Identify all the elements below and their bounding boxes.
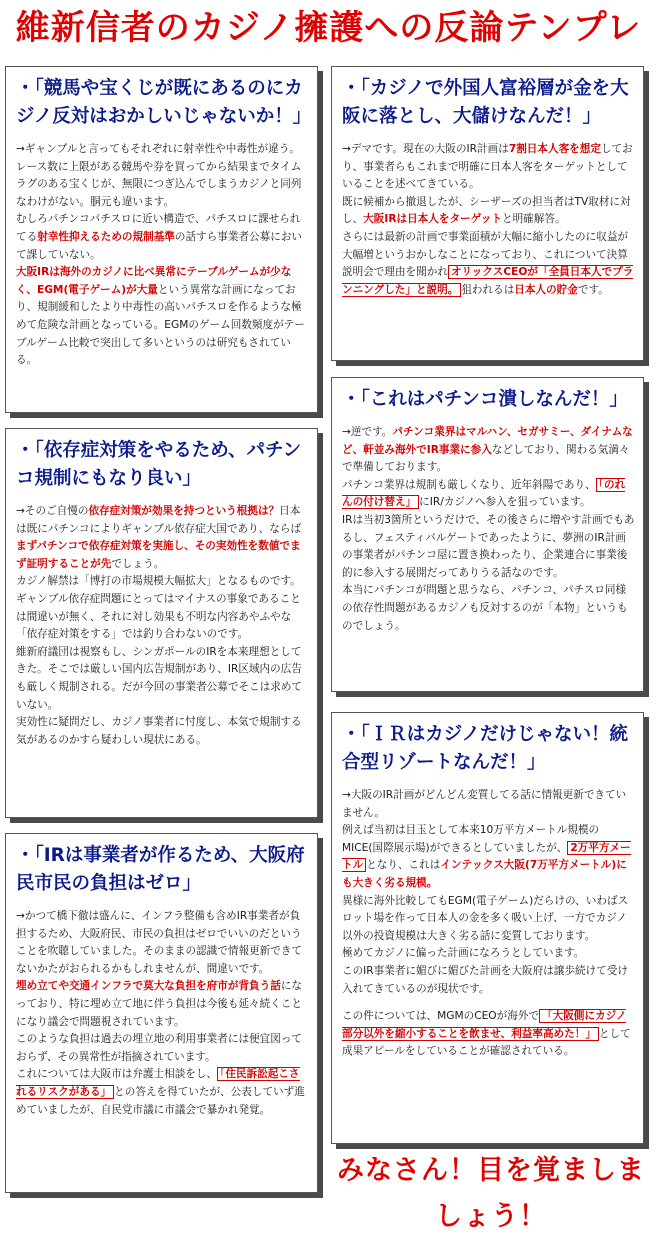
paragraph: →大阪のIR計画がどんどん変質してる話に情報更新できていません。 <box>342 789 627 819</box>
paragraph: さらには最新の計画で事業面積が大幅に縮小したのに収益が大幅増というおかしなことになっており、これについて決算説明会で理由を聞かれ オリックスCEOが「全員日本人でプランニングした」と説明。 狙われるは日本人の貯金です。 <box>342 230 634 296</box>
highlight: 大阪IRは日本人をターゲット <box>363 213 502 226</box>
paragraph: →デマです。現在の大阪のIR計画は7割日本人客を想定しており、事業者らもこれまで明確に日本人客をターゲットとしていることを述べてきている。 <box>342 143 633 191</box>
highlight: まずパチンコで依存症対策を実施し、その実効性を数値でまず証明することが先 <box>16 540 301 570</box>
highlight: 埋め立てや交通インフラで莫大な負担を府市が背負う話 <box>16 980 281 993</box>
paragraph: →逆です。パチンコ業界はマルハン、セガサミー、ダイナムなど、軒並み海外でIR事業に参入などしており、関わる気満々で準備しております。 <box>342 426 633 474</box>
paragraph: 既に候補から撤退したが、シーザーズの担当者はTV取材に対し、大阪IRは日本人をターゲットと明確解答。 <box>342 195 631 226</box>
rebuttal-box-foreign-tourists <box>331 66 644 361</box>
rebuttal-box-gambling-comparison <box>5 66 318 413</box>
box-heading: ・「依存症対策をやるため、パチンコ規制にもなり良い」 <box>16 440 302 489</box>
paragraph: カジノ解禁は「博打の市場規模大幅拡大」となるものです。ギャンブル依存症問題にとってはマイナスの事象であることは間違いが無く、それに対し効果も不明な内容あやふやな「依存症対策をする」では釣り合わないのです。 <box>16 575 301 641</box>
paragraph: このような負担は過去の埋立地の利用事業者には便宜図っておらず、その異常性が指摘されています。 <box>16 1033 303 1063</box>
closing-message: みなさん！目を覚ましましょう！ <box>337 1155 645 1232</box>
highlight-boxed: 2万平方メートル <box>342 841 631 872</box>
paragraph: 実効性に疑問だし、カジノ事業者に忖度し、本気で規制する気があるのかすら疑わしい現状にある。 <box>16 716 302 746</box>
highlight: 依存症対策が効果を持つという根拠は？ <box>88 505 280 517</box>
highlight: 7割日本人客を想定 <box>508 143 601 155</box>
paragraph: 例えば当初は目玉として本来10万平方メートル規模のMICE(国際展示場)ができるとしていましたが、 2万平方メートル となり、これはインテックス大阪(7万平方メートル)にも大きく劣る規模。 <box>342 824 631 889</box>
paragraph: パチンコ業界は規制も厳しくなり、近年斜陽であり、 「のれんの付け替え」 にIR/カジノへ参入を狙っています。 <box>342 478 626 509</box>
rebuttal-box-public-burden <box>5 833 318 1193</box>
paragraph: このIR事業者に媚びに媚びた計画を大阪府は譲歩続けて受け入れてきているのが現状です。 <box>342 964 628 995</box>
paragraph: →そのご自慢の依存症対策が効果を持つという根拠は？日本は既にパチンコによりギャンブル依存症大国であり、ならばまずパチンコで依存症対策を実施し、その実効性を数値でまず証明することが先でしょう。 <box>16 505 302 570</box>
paragraph: 本当にパチンコが問題と思うなら、パチンコ、パチスロ同様の依存性問題があるカジノも反対するのが「本物」というものでしょう。 <box>342 584 628 632</box>
box-heading: ・「ＩＲはカジノだけじゃない！統合型リゾートなんだ！」 <box>342 724 629 773</box>
rebuttal-box-addiction <box>5 428 318 818</box>
highlight-boxed: 「住民訴訟起こされるリスクがある」 <box>16 1068 300 1098</box>
highlight: 射幸性抑えるための規制基準 <box>37 230 175 243</box>
rebuttal-box-pachinko <box>331 377 644 692</box>
paragraph: IRは当初3箇所というだけで、その後さらに増やす計画でもあるし、フェスティバルゲートであったように、夢洲のIR計画の事業者がパチンコ屋に置き換わったり、企業連合に事業後的に参入する展開だってありうる話なのです。 <box>342 513 635 579</box>
box-heading: ・「競馬や宝くじが既にあるのにカジノ反対はおかしいじゃないか！」 <box>16 78 312 127</box>
highlight: 日本人の貯金 <box>514 283 578 296</box>
highlight-boxed: オリックスCEOが「全員日本人でプランニングした」と説明。 <box>342 266 634 296</box>
rebuttal-box-integrated-resort <box>331 712 644 1144</box>
highlight: パチンコ業界はマルハン、セガサミー、ダイナムなど、軒並み海外でIR事業に参入 <box>342 426 633 456</box>
highlight: 大阪IRは海外のカジノに比べ異常にテーブルゲームが少なく、EGM(電子ゲーム)が大量 <box>16 266 292 296</box>
box-heading: ・「これはパチンコ潰しなんだ！」 <box>342 389 628 410</box>
paragraph: →かつて橋下徹は盛んに、インフラ整備も含めIR事業者が負担するため、大阪府民、市民の負担はゼロでいいのだということを吹聴していました。そのままの認識で情報更新できてないかたがおられるかもしれませんが、間違いです。 <box>16 910 303 975</box>
paragraph: 異様に海外比較してもEGM(電子ゲーム)だらけの、いわばスロット場を作って日本人の金を多く吸い上げ、一方でカジノ以外の投資規模は大きく劣る話に変質しております。 <box>342 894 629 942</box>
page-title: 維新信者のカジノ擁護への反論テンプレ <box>15 8 642 48</box>
paragraph: この件については、MGMのCEOが海外で 「大阪側にカジノ部分以外を縮小することを飲ませ、利益率高めた！」 として成果アピールをしていることが確認されている。 <box>342 1010 631 1058</box>
paragraph: 極めてカジノに偏った計画になろうとしています。 <box>342 947 585 960</box>
paragraph: これについては大阪市は弁護士相談をし、 「住民訴訟起こされるリスクがある」 との答えを得ていたが、公表していず進めていましたが、自民党市議に市議会で暴かれ発覚。 <box>16 1068 305 1116</box>
highlight-boxed: 「のれんの付け替え」 <box>342 478 626 509</box>
paragraph: →ギャンブルと言ってもそれぞれに射幸性や中毒性が違う。レース数に上限がある競馬や券を買ってから結果までタイムラグのある宝くじが、無限につぎ込んでしまうカジノと同列なわけがない。胴元も違います。 <box>16 143 302 208</box>
box-heading: ・「カジノで外国人富裕層が金を大阪に落とし、大儲けなんだ！」 <box>342 78 629 127</box>
paragraph: 埋め立てや交通インフラで莫大な負担を府市が背負う話になっており、特に埋め立て地に伴う負担は今後も延々続くことになり議会で問題視されています。 <box>16 980 303 1028</box>
highlight: インテックス大阪(7万平方メートル)にも大きく劣る規模。 <box>342 859 627 889</box>
paragraph: 維新府議団は視察もし、シンガポールのIRを本来理想としてきた。そこでは厳しい国内広告規制があり、IR区域内の広告も厳しく規制される。だが今回の事業者公募でそこは求めていない。 <box>16 645 303 711</box>
highlight-boxed: 「大阪側にカジノ部分以外を縮小することを飲ませ、利益率高めた！」 <box>342 1010 627 1040</box>
paragraph: むしろパチンコパチスロに近い構造で、パチスロに課せられてる射幸性抑えるための規制基準の話すら事業者公募において課していない。 <box>16 213 303 261</box>
paragraph: 大阪IRは海外のカジノに比べ異常にテーブルゲームが少なく、EGM(電子ゲーム)が大量という異常な計画になっており、規制緩和したより中毒性の高いパチスロを作るような極めて危険な計画となっている。EGMのゲーム回数頻度がテーブルゲーム比較で突出して多いというのは研究もされている。 <box>16 266 305 367</box>
box-heading: ・「IRは事業者が作るため、大阪府民市民の負担はゼロ」 <box>16 845 305 894</box>
